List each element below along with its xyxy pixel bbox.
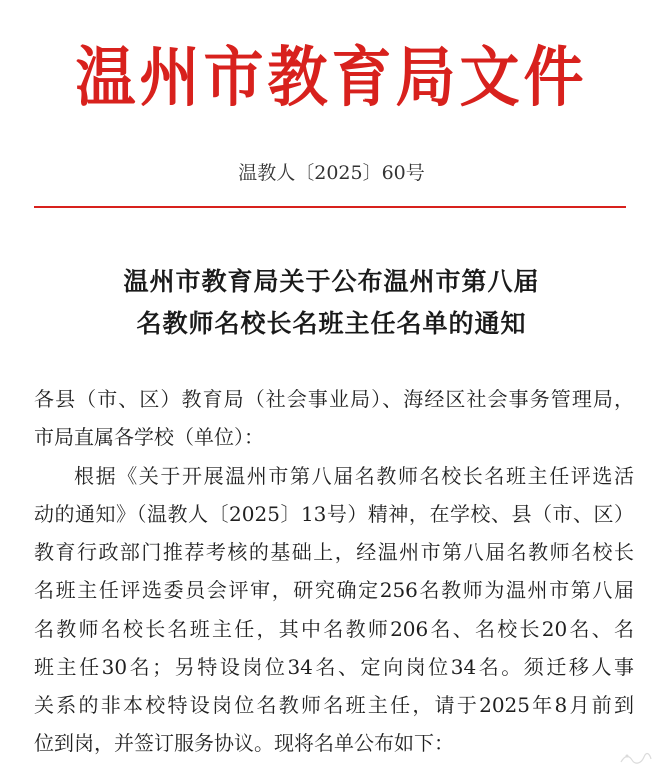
document-number: 温教人〔2025〕60号 (238, 162, 425, 184)
body-line-1: 根据《关于开展温州市第八届名教师名校长名班主任评选活 (74, 464, 634, 488)
body-line-3: 教育行政部门推荐考核的基础上，经温州市第八届名教师名校长 (34, 540, 634, 564)
body-line-4: 名班主任评选委员会评审，研究确定256名教师为温州市第八届 (34, 578, 634, 602)
notice-title-line-2: 名教师名校长名班主任名单的通知 (136, 309, 527, 338)
body-line-5: 名教师名校长名班主任，其中名教师206名、名校长20名、名 (34, 617, 634, 641)
body-line-6: 班主任30名；另特设岗位34名、定向岗位34名。须迁移人事 (34, 655, 634, 679)
body-line-recipients-1: 各县（市、区）教育局（社会事业局）、海经区社会事务管理局， (34, 387, 634, 411)
body-line-recipients-2: 市局直属各学校（单位）： (34, 425, 264, 449)
body-line-7: 关系的非本校特设岗位名教师名班主任，请于2025年8月前到 (34, 693, 634, 717)
document-header-title: 温州市教育局文件 (75, 40, 588, 116)
watermark-icon (619, 751, 653, 765)
red-divider-line (34, 206, 626, 208)
body-line-8: 位到岗，并签订服务协议。现将名单公布如下： (34, 731, 454, 755)
notice-title-line-1: 温州市教育局关于公布温州市第八届 (123, 267, 540, 296)
body-line-2: 动的通知》（温教人〔2025〕13号）精神，在学校、县（市、区） (34, 502, 634, 526)
